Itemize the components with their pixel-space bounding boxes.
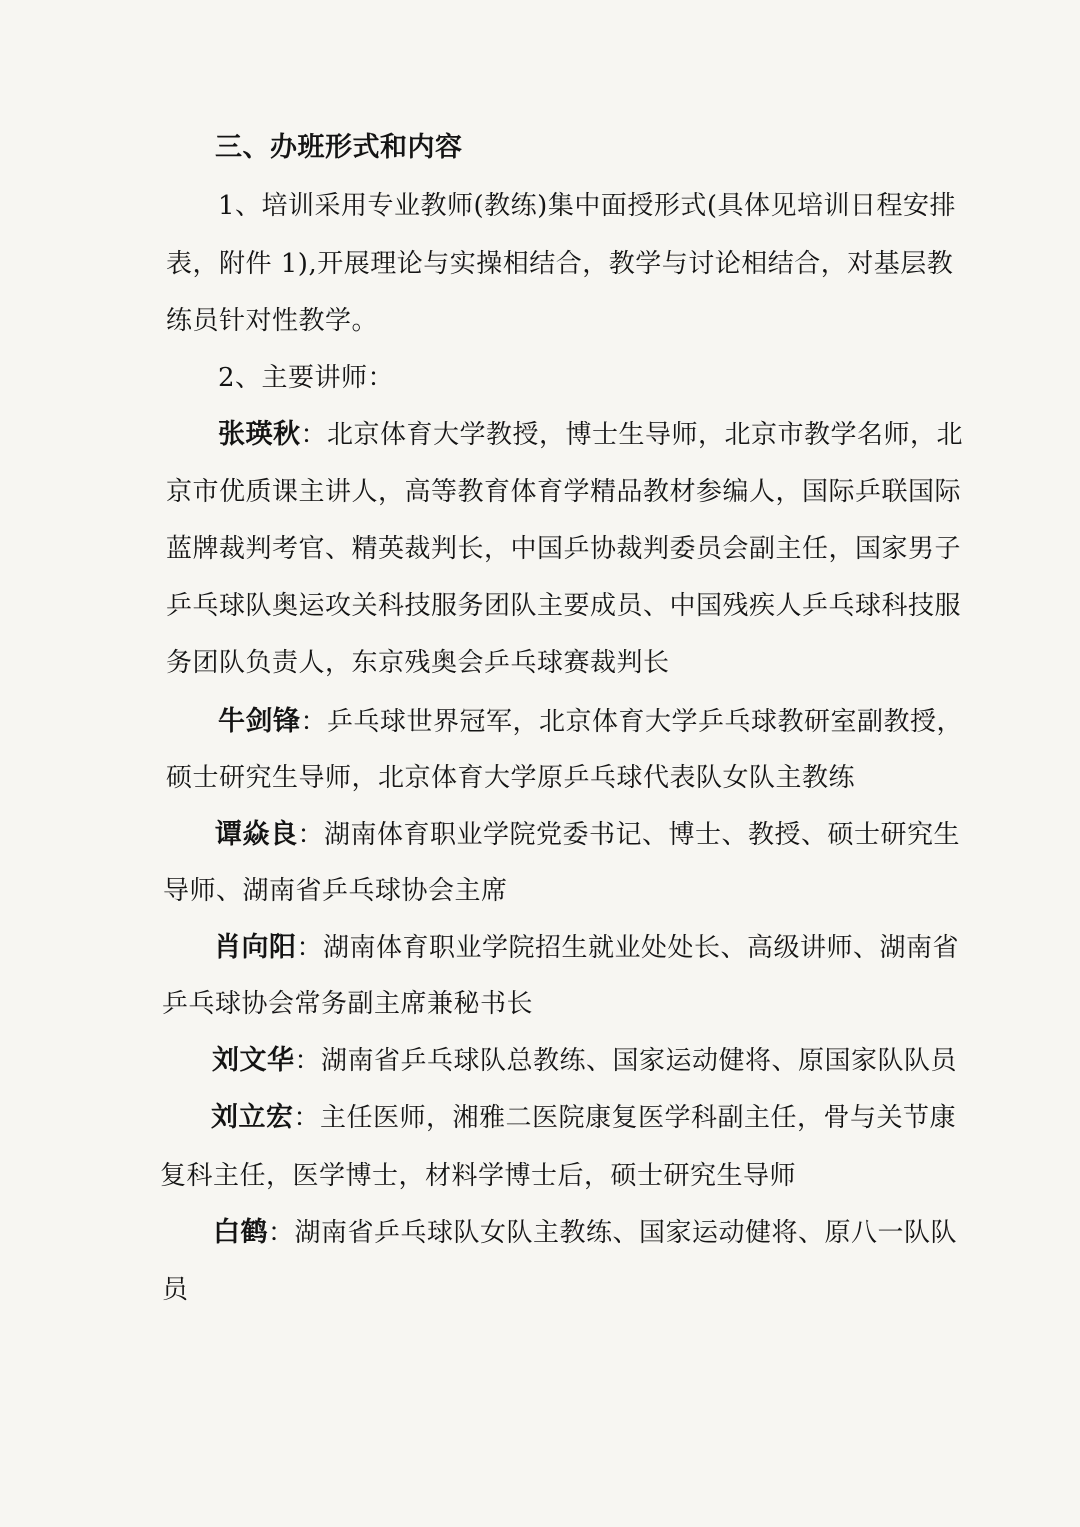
item2-title: 2、主要讲师：	[218, 363, 395, 393]
item1-line-1: 1、培训采用专业教师(教练)集中面授形式(具体见培训日程安排	[218, 191, 956, 221]
lecturer-line: 乒乓球世界冠军，北京体育大学乒乓球教研室副教授，	[327, 707, 964, 737]
lecturer-line: 京市优质课主讲人，高等教育体育学精品教材参编人，国际乒联国际	[166, 477, 962, 507]
lecturer-line: 湖南体育职业学院党委书记、博士、教授、硕士研究生	[324, 820, 961, 850]
section-heading: 三、办班形式和内容	[215, 132, 463, 163]
lecturer-line: 硕士研究生导师，北京体育大学原乒乓球代表队女队主教练	[166, 763, 856, 793]
lecturer-entry	[212, 1041, 957, 1081]
lecturer-line: 湖南省乒乓球队总教练、国家运动健将、原国家队队员	[321, 1046, 958, 1076]
lecturer-name: 谭焱良	[215, 819, 298, 850]
lecturer-line: 主任医师，湘雅二医院康复医学科副主任，骨与关节康	[320, 1103, 957, 1133]
lecturer-line: 员	[162, 1275, 189, 1305]
lecturer-line: 务团队负责人，东京残奥会乒乓球赛裁判长	[166, 648, 670, 678]
lecturer-name: 刘文华	[212, 1045, 295, 1076]
name-separator: ：	[300, 420, 328, 450]
lecturer-line: 乒乓球队奥运攻关科技服务团队主要成员、中国残疾人乒乓球科技服	[166, 591, 962, 621]
item1-line-2: 表，附件 1),开展理论与实操相结合，教学与讨论相结合，对基层教	[166, 249, 954, 279]
lecturer-line: 湖南体育职业学院招生就业处处长、高级讲师、湖南省	[323, 933, 960, 963]
lecturer-name: 肖向阳	[214, 932, 297, 963]
name-separator: ：	[296, 933, 324, 963]
lecturer-entry	[211, 1098, 956, 1138]
lecturer-name: 白鹤	[213, 1217, 268, 1248]
lecturer-line: 蓝牌裁判考官、精英裁判长，中国乒协裁判委员会副主任，国家男子	[166, 534, 962, 564]
lecturer-line: 湖南省乒乓球队女队主教练、国家运动健将、原八一队队	[294, 1218, 958, 1248]
lecturer-name: 张瑛秋	[218, 419, 301, 450]
lecturer-name: 刘立宏	[211, 1102, 294, 1133]
lecturer-entry	[214, 928, 959, 968]
lecturer-entry	[215, 815, 960, 855]
name-separator: ：	[268, 1218, 295, 1248]
lecturer-entry	[218, 415, 963, 455]
lecturer-line: 导师、湖南省乒乓球协会主席	[163, 876, 508, 906]
name-separator: ：	[300, 707, 328, 737]
lecturer-line: 乒乓球协会常务副主席兼秘书长	[162, 989, 534, 1019]
lecturer-name: 牛剑锋	[218, 706, 301, 737]
name-separator: ：	[293, 1103, 321, 1133]
lecturer-entry	[218, 702, 963, 742]
lecturer-entry	[213, 1213, 957, 1253]
lecturer-line: 北京体育大学教授，博士生导师，北京市教学名师，北	[327, 420, 964, 450]
item1-line-3: 练员针对性教学。	[166, 306, 379, 336]
name-separator: ：	[294, 1046, 322, 1076]
name-separator: ：	[297, 820, 325, 850]
lecturer-line: 复科主任，医学博士，材料学博士后，硕士研究生导师	[160, 1161, 797, 1191]
